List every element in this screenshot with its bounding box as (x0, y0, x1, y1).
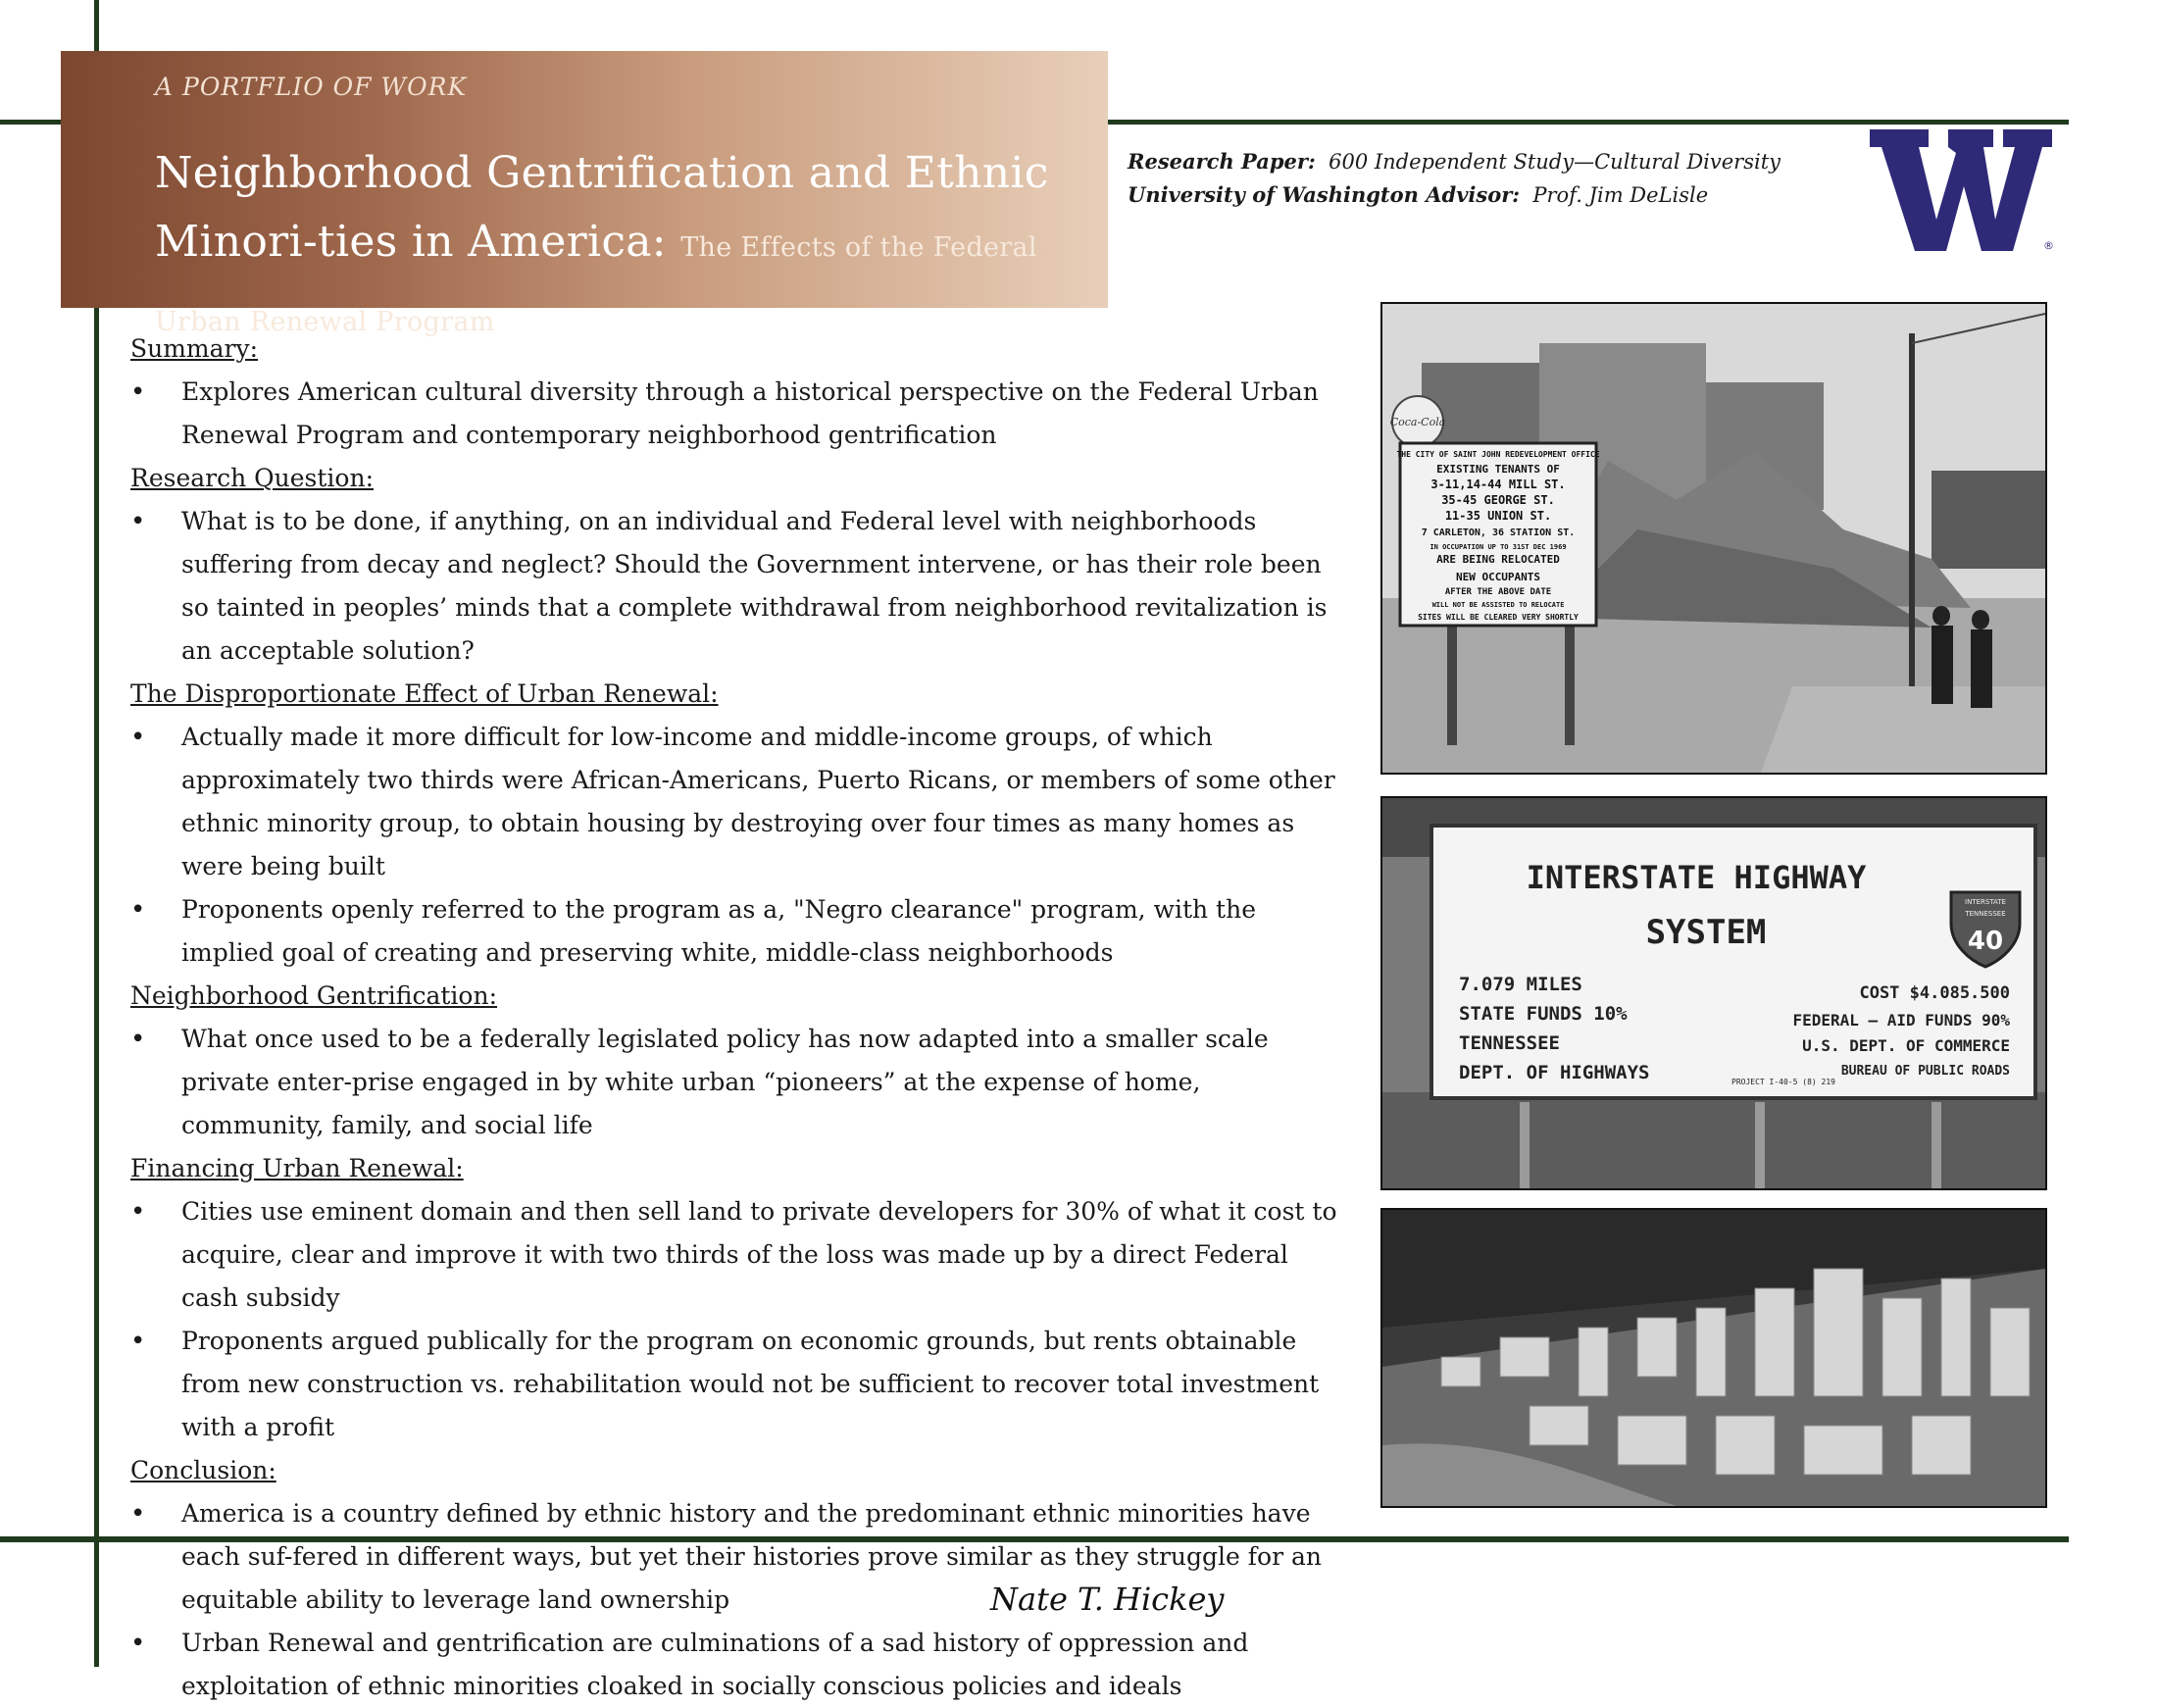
shield-top: INTERSTATE (1965, 898, 2006, 906)
sign-line: AFTER THE ABOVE DATE (1444, 587, 1552, 597)
sign-left-line: DEPT. OF HIGHWAYS (1459, 1062, 1650, 1083)
sign-title-line2: SYSTEM (1645, 913, 1767, 952)
title-subtitle: The Effects of the Federal Urban Renewal Program (155, 232, 1037, 337)
section-summary (130, 327, 1346, 457)
sign-right-line: U.S. DEPT. OF COMMERCE (1802, 1036, 2010, 1055)
bullet-item: • Cities use eminent domain and then sell land to private developers for 30% of what it cost to acquire, clear and improve it with two thirds of the loss was made up by a direct Federal cash subsidy (130, 1190, 1346, 1320)
sign-line: WILL NOT BE ASSISTED TO RELOCATE (1431, 601, 1565, 609)
bullet-item: • Urban Renewal and gentrification are culminations of a sad history of oppression and exploitation of ethnic minorities cloaked in socially conscious policies and ideals (130, 1622, 1346, 1708)
section-heading: Summary: (130, 334, 259, 363)
sign-line: 35-45 GEORGE ST. (1441, 493, 1555, 507)
bullet-item: • America is a country defined by ethnic history and the predominant ethnic minorities have each suf-fered in different ways, but yet their histories prove similar as they struggle for an equitable ability to leverage land ownership (130, 1492, 1346, 1622)
section-heading: Research Question: (130, 464, 374, 492)
sign-right-line: FEDERAL – AID FUNDS 90% (1792, 1011, 2010, 1030)
sign-line: NEW OCCUPANTS (1455, 571, 1541, 583)
highway-sign (1431, 826, 2035, 1098)
registered-mark: ® (2043, 239, 2054, 252)
section-heading: Financing Urban Renewal: (130, 1154, 464, 1182)
author-signature: Nate T. Hickey (990, 1581, 1225, 1618)
section-heading: The Disproportionate Effect of Urban Renewal: (130, 679, 719, 708)
sign-left-line: STATE FUNDS 10% (1459, 1003, 1628, 1025)
section-research-question (130, 457, 1346, 673)
coke-logo-text: Coca-Cola (1389, 416, 1446, 428)
section-disproportionate-effect (130, 673, 1346, 975)
sign-line: IN OCCUPATION UP TO 31ST DEC 1969 (1430, 543, 1567, 551)
sign-line: EXISTING TENANTS OF (1436, 463, 1560, 476)
page-title (155, 139, 1086, 357)
bullet-item: • Actually made it more difficult for low-income and middle-income groups, of which approximately two thirds were African-Americans, Puerto Ricans, or members of some other ethnic minority group, to obtain housing by destroying over four times as many homes as were being built (130, 716, 1346, 888)
sign-right-line: BUREAU OF PUBLIC ROADS (1840, 1064, 2010, 1079)
sign-line: 3-11,14-44 MILL ST. (1430, 477, 1566, 491)
bullet-item: • What once used to be a federally legislated policy has now adapted into a smaller scale private enter-prise engaged in by white urban “pioneers” at the expense of home, community, family, and social life (130, 1018, 1346, 1147)
sign-project-number: PROJECT I-40-5 (8) 219 (1731, 1078, 1835, 1086)
photo-demolition-site (1380, 302, 2047, 775)
bullet-item: • What is to be done, if anything, on an individual and Federal level with neighborhoods suffering from decay and neglect? Should the Government intervene, or has their role been so tainted in peoples’ minds that a complete withdrawal from neighborhood revitalization is an acceptable solution? (130, 500, 1346, 673)
shield-state: TENNESSEE (1965, 910, 2006, 918)
section-conclusion (130, 1449, 1346, 1708)
research-paper-value: 600 Independent Study—Cultural Diversity (1329, 150, 1781, 174)
sign-title-line1: INTERSTATE HIGHWAY (1526, 859, 1867, 896)
sign-line: THE CITY OF SAINT JOHN REDEVELOPMENT OFFICE (1396, 450, 1600, 459)
section-financing (130, 1147, 1346, 1449)
sign-line: 11-35 UNION ST. (1444, 509, 1552, 523)
title-main: Neighborhood Gentrification and Ethnic Minori-ties in America: (155, 148, 1049, 267)
section-heading: Neighborhood Gentrification: (130, 981, 497, 1010)
sign-right-line: COST $4.085.500 (1859, 983, 2010, 1003)
advisor-line (1128, 178, 1781, 212)
research-paper-line (1128, 145, 1781, 178)
shield-number: 40 (1967, 927, 2004, 956)
sign-left-line: TENNESSEE (1459, 1032, 1560, 1054)
portfolio-kicker: A PORTFLIO OF WORK (155, 73, 468, 101)
sign-line: ARE BEING RELOCATED (1436, 553, 1560, 566)
research-paper-label: Research Paper: (1128, 149, 1316, 174)
relocation-sign (1396, 443, 1599, 626)
uw-logo (1868, 126, 2054, 255)
advisor-label: University of Washington Advisor: (1128, 182, 1521, 207)
section-heading: Conclusion: (130, 1456, 276, 1484)
bullet-item: • Proponents argued publically for the program on economic grounds, but rents obtainable from new construction vs. rehabilitation would not be sufficient to recover total investment with a profit (130, 1320, 1346, 1449)
sign-line: SITES WILL BE CLEARED VERY SHORTLY (1418, 613, 1579, 622)
advisor-value: Prof. Jim DeLisle (1532, 183, 1709, 207)
bullet-item: • Explores American cultural diversity through a historical perspective on the Federal Urban Renewal Program and contemporary neighborhood gentrification (130, 371, 1346, 457)
photo-city-model (1380, 1208, 2047, 1508)
sign-line: 7 CARLETON, 36 STATION ST. (1421, 527, 1576, 538)
photo-interstate-sign (1380, 796, 2047, 1190)
bullet-item: • Proponents openly referred to the program as a, "Negro clearance" program, with the implied goal of creating and preserving white, middle-class neighborhoods (130, 888, 1346, 975)
sign-left-line: 7.079 MILES (1459, 974, 1582, 995)
research-info (1128, 145, 1781, 212)
main-content (130, 327, 1346, 1708)
section-neighborhood-gentrification (130, 975, 1346, 1147)
